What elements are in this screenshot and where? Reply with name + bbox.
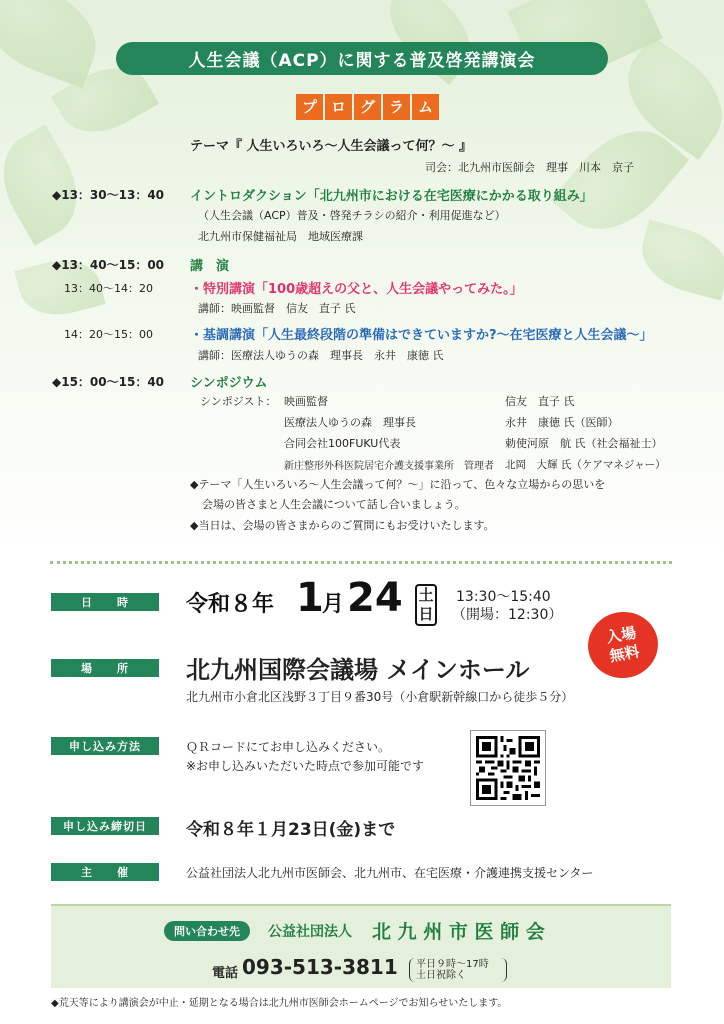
moderator: 司会：北九州市医師会 理事 川本 京子 [425, 161, 634, 174]
program-char: ム [412, 94, 439, 120]
free-admission-badge [583, 606, 663, 683]
panelist-name: 北岡 大輝 氏（ケアマネジャー） [505, 459, 666, 471]
program-label [296, 94, 439, 120]
weekday-bottom: 日 [418, 605, 434, 623]
program-char: グ [354, 94, 381, 120]
keynote-time: 14：20～15：00 [64, 328, 153, 341]
date-era: 令和８年 [186, 592, 275, 617]
phone-label: 電話 [212, 966, 239, 981]
doors-open: （開場：12:30） [452, 607, 563, 623]
date-month-unit: 月 [322, 592, 345, 617]
free-line: 入場 [604, 623, 638, 647]
free-line: 無料 [608, 642, 641, 666]
date-label: 日 時 [51, 593, 159, 611]
host-label: 主 催 [51, 863, 159, 881]
panelist-label: シンポジスト： [200, 395, 277, 408]
apply-note: ※お申し込みいただいた時点で参加可能です [186, 759, 425, 773]
venue-name: 北九州国際会議場 メインホール [186, 656, 530, 684]
intro-title: イントロダクション「北九州市における在宅医療にかかる取り組み」 [190, 189, 593, 204]
weekday-top: 土 [418, 586, 434, 604]
intro-description: （人生会議（ACP）普及・啓発チラシの紹介・利用促進など） [198, 209, 506, 222]
office-hours-closed: 土日祝除く [416, 970, 466, 981]
symposium-time: ◆15：00～15：40 [52, 375, 165, 389]
keynote-speaker: 講師：医療法人ゆうの森 理事長 永井 康徳 氏 [198, 349, 444, 362]
event-title-banner: 人生会議（ACP）に関する普及啓発講演会 [116, 42, 608, 75]
panelist-name: 永井 康徳 氏（医師） [505, 416, 619, 429]
phone-number[interactable]: 093-513-3811 [242, 955, 398, 979]
program-char: ロ [325, 94, 352, 120]
program-char: プ [296, 94, 323, 120]
apply-text: ＱＲコードにてお申し込みください。 [186, 740, 391, 754]
symposium-note: 会場の皆さまと人生会議について話し合いましょう。 [202, 498, 466, 511]
date-day: 24 [347, 575, 403, 621]
panelist-org: 新庄整形外科医院居宅介護支援事業所 管理者 [284, 461, 494, 472]
date-month: 1 [296, 575, 324, 621]
leaf-decoration [0, 124, 95, 246]
panelist-name: 信友 直子 氏 [505, 395, 575, 408]
panelist-name: 勅使河原 航 氏（社会福祉士） [505, 437, 663, 450]
program-char: ラ [383, 94, 410, 120]
apply-label: 申し込み方法 [51, 737, 159, 755]
section-divider [50, 561, 672, 564]
intro-time: ◆13：30～13：40 [52, 188, 165, 202]
symposium-title: シンポジウム [190, 376, 268, 391]
host-orgs: 公益社団法人北九州市医師会、北九州市、在宅医療・介護連携支援センター [186, 866, 594, 880]
symposium-note: ◆当日は、会場の皆さまからのご質問にもお受けいたします。 [190, 519, 495, 532]
contact-tag: 問い合わせ先 [164, 921, 250, 941]
symposium-note: ◆テーマ「人生いろいろ～人生会議って何？～」に沿って、色々な立場からの思いを [190, 478, 606, 491]
footer-note: ◆荒天等により講演会が中止・延期となる場合は北九州市医師会ホームページでお知らせいたします。 [51, 998, 508, 1009]
deadline-date: 令和８年１月23日(金)まで [186, 820, 396, 840]
panelist-org: 医療法人ゆうの森 理事長 [284, 416, 416, 429]
qr-code-icon[interactable] [470, 730, 546, 806]
panelist-org: 映画監督 [284, 395, 328, 408]
special-lecture-time: 13：40～14：20 [64, 282, 153, 295]
lecture-time: ◆13：40～15：00 [52, 258, 165, 272]
venue-address: 北九州市小倉北区浅野３丁目９番30号（小倉駅新幹線口から徒歩５分） [186, 690, 574, 704]
contact-org-name: 北 九 州 市 医 師 会 [372, 921, 545, 943]
special-lecture-speaker: 講師：映画監督 信友 直子 氏 [198, 302, 356, 315]
lecture-title: 講 演 [190, 259, 230, 274]
theme-line: テーマ『 人生いろいろ～人生会議って何？～ 』 [190, 139, 473, 154]
event-time: 13:30～15:40 [456, 589, 551, 605]
office-hours-weekday: 平日９時～17時 [416, 959, 489, 970]
office-hours [409, 958, 507, 982]
intro-speaker: 北九州市保健福祉局 地域医療課 [198, 230, 363, 243]
deadline-label: 申し込み締切日 [51, 817, 159, 835]
keynote-title: ・基調講演「人生最終段階の準備はできていますか?～在宅医療と人生会議～」 [190, 328, 653, 343]
venue-label: 場 所 [51, 659, 159, 677]
special-lecture-title: ・特別講演「100歳超えの父と、人生会議やってみた。」 [190, 282, 523, 297]
weekday-badge [415, 584, 437, 626]
leaf-decoration [634, 219, 724, 300]
panelist-org: 合同会社100FUKU代表 [284, 437, 401, 450]
contact-org-prefix: 公益社団法人 [268, 924, 352, 940]
